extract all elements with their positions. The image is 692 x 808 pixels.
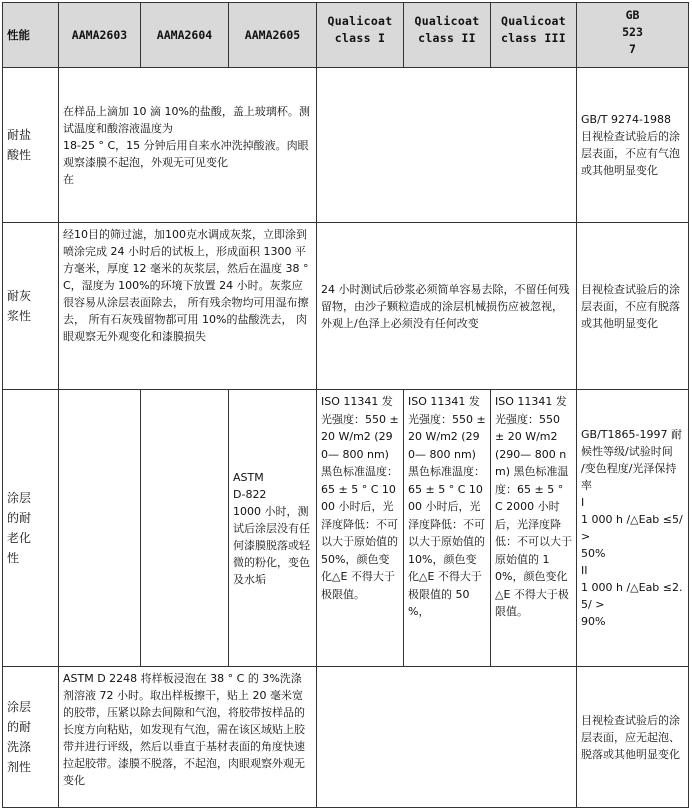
table-row	[3, 667, 689, 808]
qualicoat-class-3-requirement: ISO 11341 发光强度：550 ± 20 W/m2 (290— 800 nm) 黑色标准温度：65 ± 5 ° C 2000 小时后，光泽度降低：不可以大于原始值的 10%，颜色变化△E 不得大于极限值。	[491, 390, 577, 667]
gb-requirement: 目视检查试验后的涂层表面，应无起泡、脱落或其他明显变化	[577, 667, 689, 808]
aama2605-requirement: ASTM D-822 1000 小时，测试后涂层没有任何漆膜脱落或轻微的粉化，变色及水垢	[229, 390, 317, 667]
comparison-table	[2, 2, 689, 808]
header-qualicoat-class-2: Qualicoat class II	[404, 3, 491, 68]
gb-requirement: GB/T 9274-1988 目视检查试验后的涂层表面，不应有气泡或其他明显变化	[577, 68, 689, 223]
qualicoat-class-2-requirement: ISO 11341 发光强度：550 ± 20 W/m2 (290— 800 nm) 黑色标准温度：65 ± 5 ° C 1000 小时后，光泽度降低：不可以大于原始值的 10%，颜色变化△E 不得大于极限值的 50 %，	[404, 390, 491, 667]
row-property: 耐灰 浆性	[3, 223, 59, 390]
table-row	[3, 223, 689, 390]
aama-requirement: ASTM D 2248 将样板浸泡在 38 ° C 的 3%洗涤剂溶液 72 小时。取出样板擦干，贴上 20 毫米宽的胶带，压紧以除去间隙和气泡，将胶带按样品的长度方向粘贴，如发现有气泡，需在该区域贴上胶带并进行评级，然后以垂直于基材表面的角度快速拉起胶带。漆膜不脱落，不起泡，肉眼观察外观无变化	[59, 667, 317, 808]
aama-requirement: 在样品上滴加 10 滴 10%的盐酸，盖上玻璃杯。测试温度和酸溶液温度为 18-25 ° C，15 分钟后用自来水冲洗掉酸液。肉眼观察漆膜不起泡，外观无可见变化 在	[59, 68, 317, 223]
qualicoat-class-1-requirement: ISO 11341 发光强度：550 ± 20 W/m2 (290— 800 nm)黑色标准温度：65 ± 5 ° C 1000 小时后，光泽度降低：不可以大于原始值的 50%，颜色变化△E 不得大于极限值。	[317, 390, 404, 667]
header-aama2605: AAMA2605	[229, 3, 317, 68]
aama2604-requirement	[141, 390, 229, 667]
header-aama2604: AAMA2604	[141, 3, 229, 68]
header-gb: GB 523 7	[577, 3, 689, 68]
header-qualicoat-class-1: Qualicoat class I	[317, 3, 404, 68]
gb-requirement: GB/T1865-1997 耐候性等级/试验时间 /变色程度/光泽保持率 I 1 000 h /△Eab ≤5/ > 50% II 1 000 h /△Eab ≤2.5/ > 90%	[577, 390, 689, 667]
gb-requirement: 目视检查试验后的涂层表面，不应有脱落或其他明显变化	[577, 223, 689, 390]
aama2603-requirement	[59, 390, 141, 667]
row-property: 耐盐 酸性	[3, 68, 59, 223]
qualicoat-requirement: 24 小时测试后砂浆必须简单容易去除，不留任何残留物，由沙子颗粒造成的涂层机械损伤应被忽视，外观上/色泽上必须没有任何改变	[317, 223, 577, 390]
table-row	[3, 68, 689, 223]
table-row	[3, 390, 689, 667]
header-row	[3, 3, 689, 68]
header-property: 性能	[3, 3, 59, 68]
qualicoat-requirement	[317, 68, 577, 223]
row-property: 涂层 的耐 老化 性	[3, 390, 59, 667]
row-property: 涂层 的耐 洗涤 剂性	[3, 667, 59, 808]
qualicoat-requirement	[317, 667, 577, 808]
aama-requirement: 经10目的筛过滤，加100克水调成灰浆，立即涂到喷涂完成 24 小时后的试板上，形成面积 1300 平方毫米，厚度 12 毫米的灰浆层，然后在温度 38 ° C，湿度为 100%的环境下放置 24 小时。灰浆应很容易从涂层表面除去， 所有残余物均可用湿布擦去， 所有石灰残留物都可用 10%的盐酸洗去， 肉眼观察无外观变化和漆膜损失	[59, 223, 317, 390]
header-qualicoat-class-3: Qualicoat class III	[491, 3, 577, 68]
header-aama2603: AAMA2603	[59, 3, 141, 68]
